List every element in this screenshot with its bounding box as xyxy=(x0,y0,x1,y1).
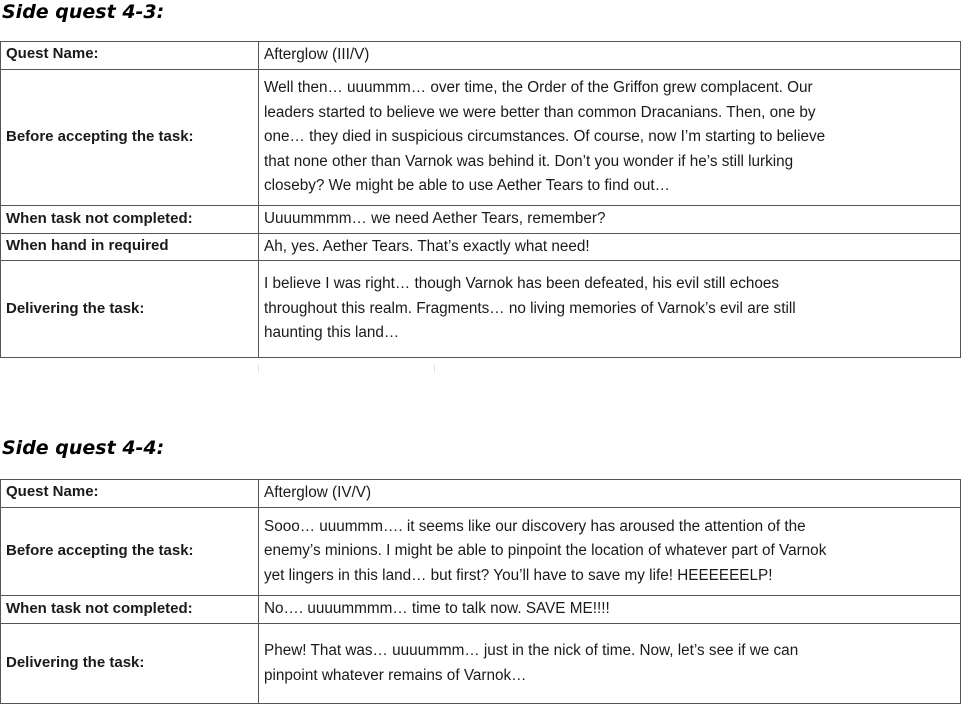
faint-divider xyxy=(258,364,259,373)
row-value xyxy=(259,234,961,261)
row-label: Before accepting the task: xyxy=(1,70,259,206)
before-accepting-value: Sooo… uuummm…. it seems like our discovery has aroused the attention of the enemy’s minions. I might be able to pinpoint the location of whatever part of Varnok yet lingers in this land… but first? You’ll have to save my life! HEEEEEELP! xyxy=(264,517,827,584)
delivering-task-row xyxy=(1,261,961,358)
row-label: Quest Name: xyxy=(1,42,259,70)
before-accepting-row xyxy=(1,508,961,596)
row-label: Quest Name: xyxy=(1,480,259,508)
row-label: When task not completed: xyxy=(1,206,259,234)
row-value xyxy=(259,70,961,206)
before-accepting-row xyxy=(1,70,961,206)
task-not-completed-value: Uuuummmm… we need Aether Tears, remember? xyxy=(264,210,606,228)
delivering-task-row xyxy=(1,624,961,704)
hand-in-required-row xyxy=(1,234,961,261)
before-accepting-value: Well then… uuummm… over time, the Order of the Griffon grew complacent. Our leaders started to believe we were better than common Dracanians. Then, one by one… they died in suspicious circumstances. Of course, now I’m starting to believe that none other than Varnok was behind it. Don’t you wonder if he’s still lurking closeby? We might be able to use Aether Tears to find out… xyxy=(264,79,826,195)
row-label: Delivering the task: xyxy=(1,261,259,358)
task-not-completed-value: No…. uuuummmm… time to talk now. SAVE ME!!!! xyxy=(264,600,610,618)
quest-name-value: Afterglow (IV/V) xyxy=(264,484,372,502)
delivering-task-value: Phew! That was… uuuummm… just in the nick of time. Now, let’s see if we can pinpoint whatever remains of Varnok… xyxy=(264,642,799,684)
faint-divider xyxy=(434,364,435,373)
row-label: Delivering the task: xyxy=(1,624,259,704)
row-label: When task not completed: xyxy=(1,596,259,624)
quest-name-row xyxy=(1,480,961,508)
task-not-completed-row xyxy=(1,596,961,624)
row-value xyxy=(259,206,961,234)
row-label: Before accepting the task: xyxy=(1,508,259,596)
row-value xyxy=(259,42,961,70)
row-value xyxy=(259,480,961,508)
quest-4-3-heading: Side quest 4-3: xyxy=(2,1,165,23)
quest-name-row xyxy=(1,42,961,70)
row-value xyxy=(259,261,961,358)
quest-4-4-heading: Side quest 4-4: xyxy=(2,437,165,459)
row-value xyxy=(259,624,961,704)
row-value xyxy=(259,596,961,624)
row-value xyxy=(259,508,961,596)
delivering-task-value: I believe I was right… though Varnok has been defeated, his evil still echoes throughout this realm. Fragments… no living memories of Varnok’s evil are still haunting this land… xyxy=(264,275,796,342)
quest-name-value: Afterglow (III/V) xyxy=(264,46,370,64)
quest-4-3-table xyxy=(0,41,961,358)
quest-4-4-table xyxy=(0,479,961,704)
task-not-completed-row xyxy=(1,206,961,234)
row-label: When hand in required xyxy=(1,234,259,261)
hand-in-required-value: Ah, yes. Aether Tears. That’s exactly what need! xyxy=(264,237,590,255)
